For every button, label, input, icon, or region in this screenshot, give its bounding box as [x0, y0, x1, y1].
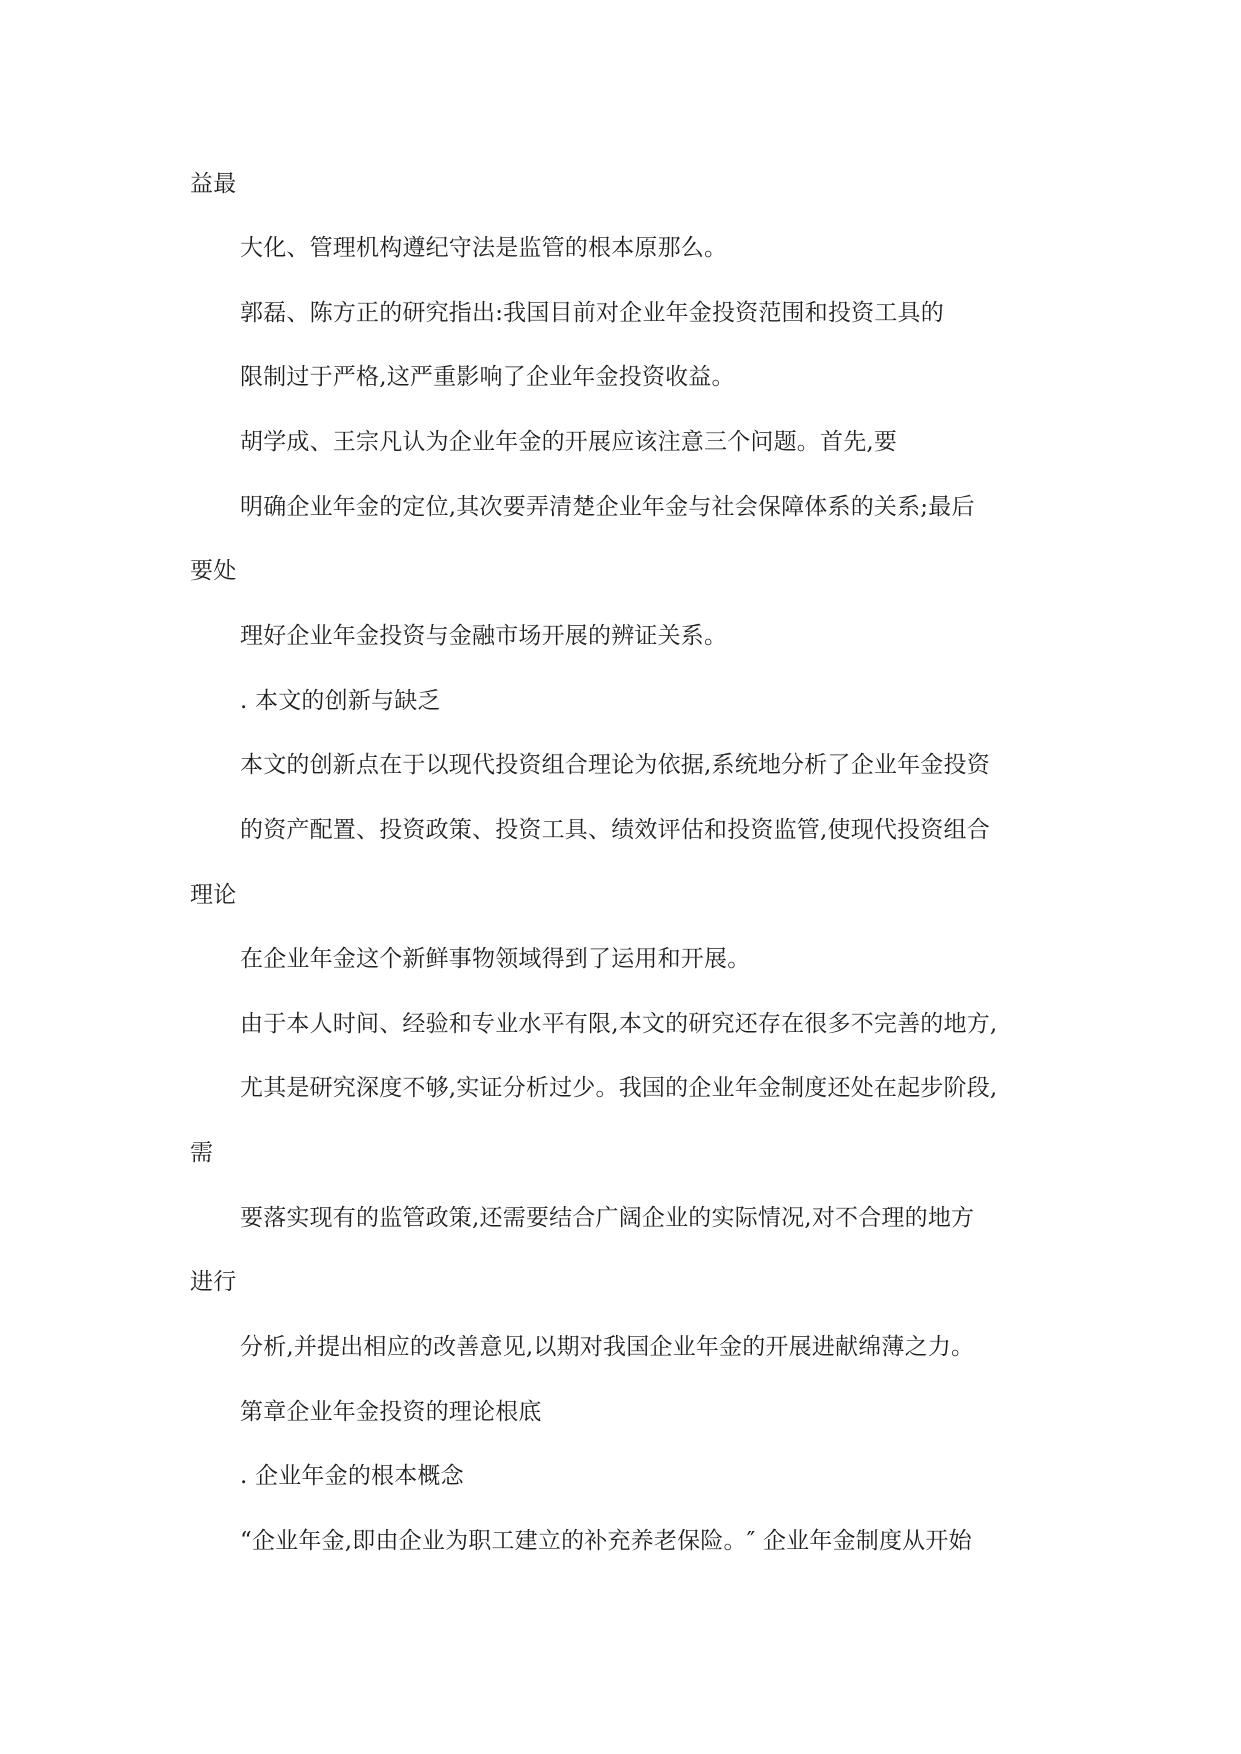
text-line: 尤其是研究深度不够,实证分析过少。我国的企业年金制度还处在起步阶段, [240, 1075, 998, 1101]
chapter-heading: 第章企业年金投资的理论根底 [240, 1399, 542, 1425]
text-line: 明确企业年金的定位,其次要弄清楚企业年金与社会保障体系的关系;最后 [240, 494, 975, 520]
section-heading: . 本文的创新与缺乏 [240, 688, 441, 714]
text-line: 需 [190, 1140, 214, 1166]
text-line: 限制过于严格,这严重影响了企业年金投资收益。 [240, 364, 735, 390]
section-heading: . 企业年金的根本概念 [240, 1463, 464, 1489]
text-line: 要处 [190, 558, 237, 584]
text-line: 的资产配置、投资政策、投资工具、绩效评估和投资监管,使现代投资组合 [240, 817, 990, 843]
text-line: 理论 [190, 882, 237, 908]
text-line: 分析,并提出相应的改善意见,以期对我国企业年金的开展进献绵薄之力。 [240, 1334, 975, 1360]
text-line: 胡学成、王宗凡认为企业年金的开展应该注意三个问题。首先,要 [240, 429, 898, 455]
text-line: 在企业年金这个新鲜事物领域得到了运用和开展。 [240, 946, 751, 972]
text-line: “企业年金,即由企业为职工建立的补充养老保险。″ 企业年金制度从开始 [240, 1528, 972, 1554]
text-line: 益最 [190, 171, 237, 197]
text-line: 理好企业年金投资与金融市场开展的辨证关系。 [240, 623, 728, 649]
text-line: 郭磊、陈方正的研究指出:我国目前对企业年金投资范围和投资工具的 [240, 300, 944, 326]
text-line: 进行 [190, 1269, 237, 1295]
text-line: 要落实现有的监管政策,还需要结合广阔企业的实际情况,对不合理的地方 [240, 1205, 975, 1231]
text-line: 大化、管理机构遵纪守法是监管的根本原那么。 [240, 235, 728, 261]
text-line: 本文的创新点在于以现代投资组合理论为依据,系统地分析了企业年金投资 [240, 752, 990, 778]
text-line: 由于本人时间、经验和专业水平有限,本文的研究还存在很多不完善的地方, [240, 1011, 998, 1037]
